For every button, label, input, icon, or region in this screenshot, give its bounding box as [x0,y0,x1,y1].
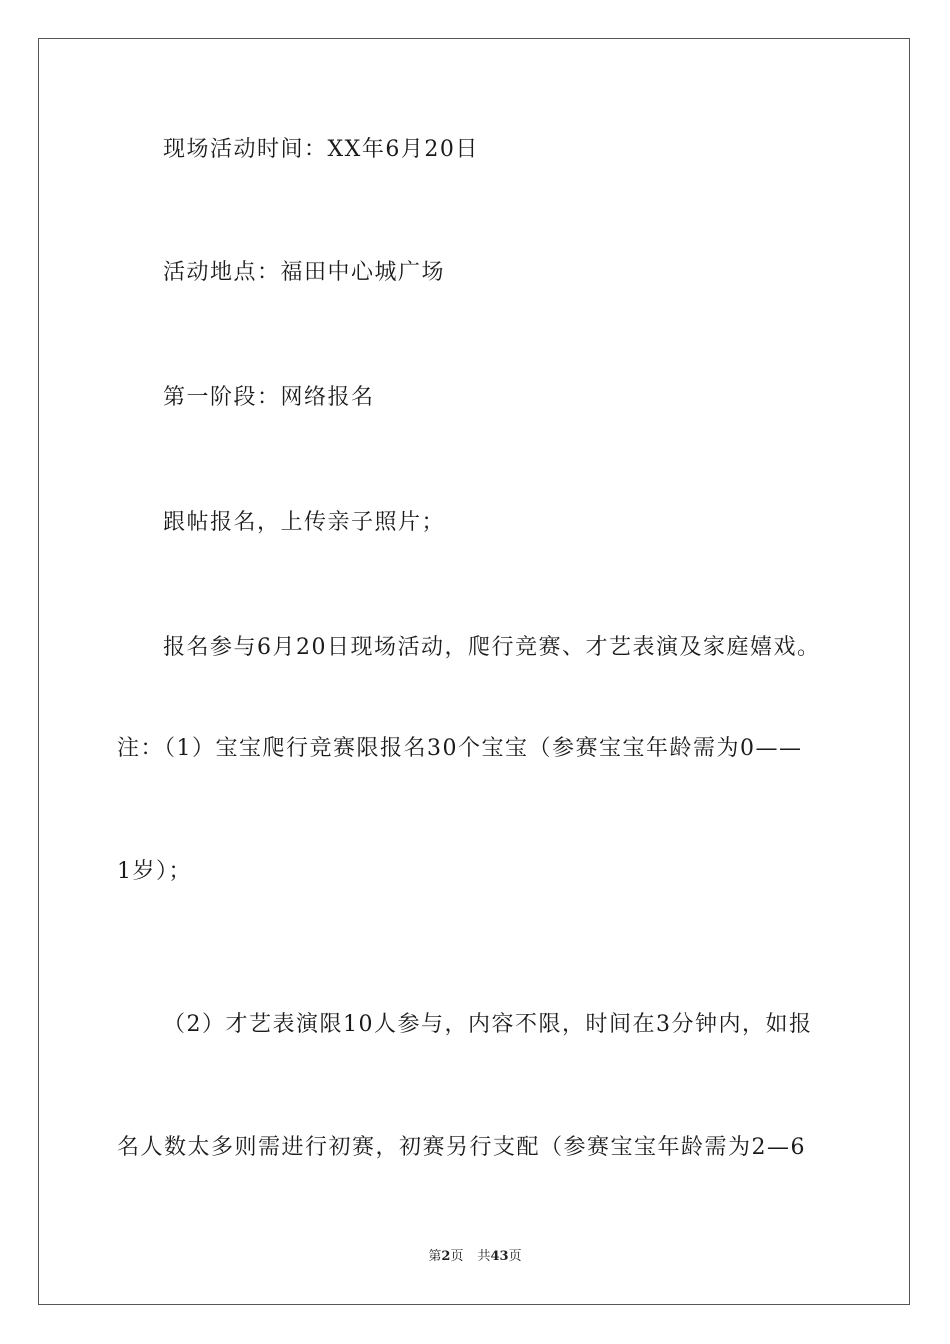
page-footer [0,1249,950,1265]
note-crawling-line: 注：（1）宝宝爬行竞赛限报名30个宝宝（参赛宝宝年龄需为0—— [117,736,803,761]
registration-activities-line: 报名参与6月20日现场活动，爬行竞赛、才艺表演及家庭嬉戏。 [163,635,821,660]
note-talent-line: （2）才艺表演限10人参与，内容不限，时间在3分钟内，如报 [163,1012,813,1037]
total-prefix: 共 [477,1249,491,1264]
note-talent-continued-line: 名人数太多则需进行初赛，初赛另行支配（参赛宝宝年龄需为2—6 [117,1135,806,1160]
page-border [38,38,910,1305]
total-pages: 43 [490,1249,509,1264]
event-location-line: 活动地点：福田中心城广场 [163,260,446,285]
page-suffix: 页 [450,1249,464,1264]
total-suffix: 页 [508,1249,522,1264]
stage-one-heading: 第一阶段：网络报名 [163,385,375,410]
page-number: 2 [441,1249,451,1264]
event-time-line: 现场活动时间：XX年6月20日 [163,137,479,162]
note-crawling-age-line: 1岁）； [117,859,192,884]
registration-method-line: 跟帖报名，上传亲子照片； [163,510,446,535]
page-prefix: 第 [428,1249,442,1264]
